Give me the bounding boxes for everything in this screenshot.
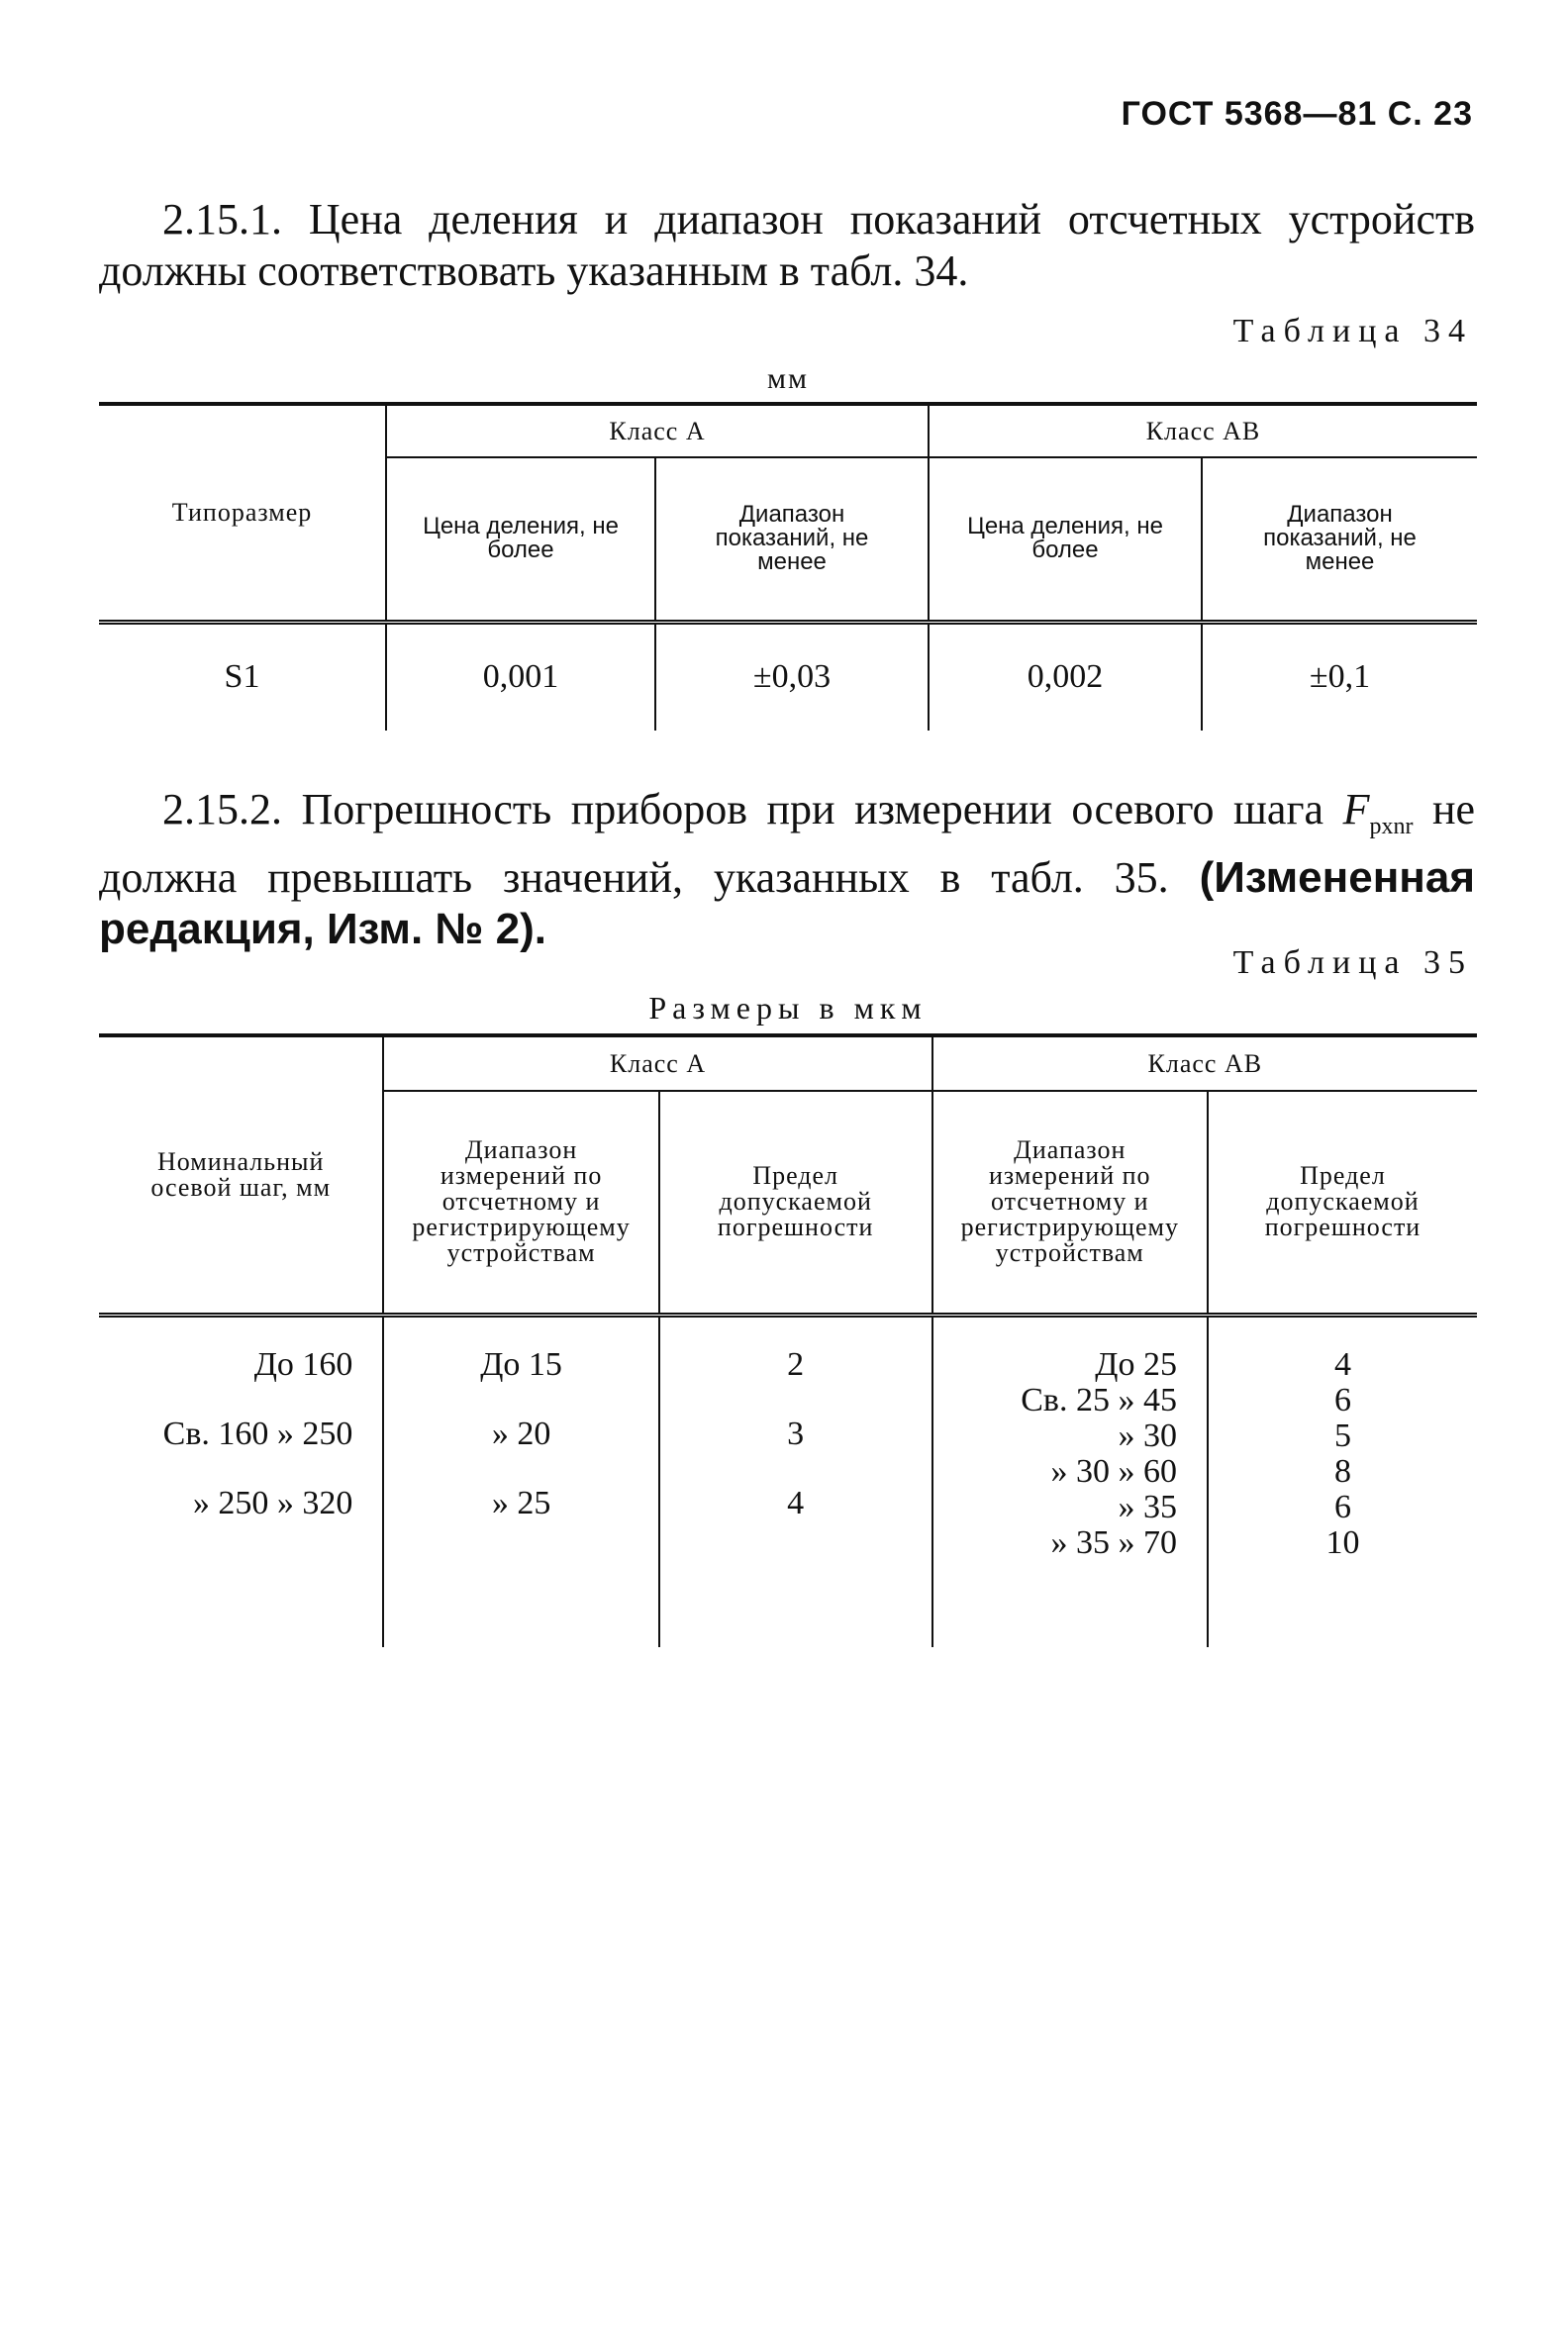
col-ab-div-price: Цена деления, не более (929, 457, 1202, 622)
ab-range-row-3: » 30 (1118, 1417, 1177, 1454)
cell-a-range: ±0,03 (655, 622, 929, 731)
col-ab-limit: Предел допускаемой погрешности (1208, 1091, 1477, 1315)
col-a-range: Диапазон измерений по отсчетному и регистрирующему устройствам (383, 1091, 658, 1315)
pitch-row-3: » 250 » 320 (192, 1484, 353, 1521)
col-typesize: Типоразмер (99, 404, 386, 622)
col-class-ab: Класс АВ (929, 404, 1477, 457)
cell-a-div: 0,001 (386, 622, 655, 731)
amendment-note: (Измененная редакция, Изм. № 2). (99, 852, 1475, 953)
ab-limit-row-1: 4 (1333, 1345, 1351, 1383)
ab-limit-row-2: 6 (1333, 1381, 1351, 1418)
col-class-a: Класс А (386, 404, 929, 457)
col-class-a: Класс А (383, 1035, 931, 1091)
table-row (99, 1315, 1477, 1647)
ab-limit-row-3: 5 (1333, 1417, 1351, 1454)
cell-ab-range (932, 1315, 1208, 1647)
table-row (99, 622, 1477, 731)
paragraph-text-b: не должна превышать значений, указанных в табл. 35. (99, 785, 1476, 902)
cell-a-limit (659, 1315, 932, 1647)
table-35-caption: Таблица 35 (1232, 944, 1473, 981)
pitch-row-1: До 160 (253, 1345, 353, 1383)
table-34 (99, 402, 1477, 731)
ab-range-row-1: До 25 (1095, 1345, 1177, 1383)
a-range-row-2: » 20 (491, 1415, 551, 1452)
col-pitch: Номинальный осевой шаг, мм (99, 1035, 383, 1315)
page-header: ГОСТ 5368—81 С. 23 (1121, 95, 1473, 133)
cell-ab-range: ±0,1 (1202, 622, 1477, 731)
ab-limit-row-4: 8 (1333, 1452, 1351, 1490)
col-ab-range: Диапазон измерений по отсчетному и регистрирующему устройствам (932, 1091, 1208, 1315)
ab-range-row-6: » 35 » 70 (1050, 1523, 1177, 1561)
col-ab-range: Диапазон показаний, не менее (1202, 457, 1477, 622)
ab-limit-row-6: 10 (1325, 1523, 1360, 1561)
pitch-row-2: Св. 160 » 250 (162, 1415, 353, 1452)
table-35 (99, 1033, 1477, 1647)
col-a-limit: Предел допускаемой погрешности (659, 1091, 932, 1315)
ab-range-row-5: » 35 (1118, 1488, 1177, 1525)
paragraph-number: 2.15.1. (162, 195, 282, 244)
cell-ab-limit (1208, 1315, 1477, 1647)
ab-range-row-4: » 30 » 60 (1050, 1452, 1177, 1490)
a-limit-row-2: 3 (787, 1415, 805, 1452)
a-limit-row-1: 2 (787, 1345, 805, 1383)
cell-typesize: S1 (224, 658, 260, 696)
paragraph-2-15-2 (99, 784, 1475, 955)
ab-limit-row-5: 6 (1333, 1488, 1351, 1525)
a-range-row-1: До 15 (480, 1345, 562, 1383)
cell-pitch (99, 1315, 383, 1647)
cell-a-range (383, 1315, 658, 1647)
cell-ab-div: 0,002 (929, 622, 1202, 731)
table-34-caption: Таблица 34 (1232, 313, 1473, 349)
symbol-f: F (1342, 785, 1370, 833)
table-35-units: Размеры в мкм (648, 990, 928, 1026)
paragraph-2-15-1 (99, 194, 1475, 297)
paragraph-text: Цена деления и диапазон показаний отсчетных устройств должны соответствовать указанным в табл. 34. (99, 195, 1476, 295)
a-range-row-3: » 25 (491, 1484, 551, 1521)
col-class-ab: Класс АВ (932, 1035, 1477, 1091)
col-a-div-price: Цена деления, не более (386, 457, 655, 622)
symbol-sub: pxnr (1369, 813, 1414, 839)
ab-range-row-2: Св. 25 » 45 (1021, 1381, 1177, 1418)
table-34-units: мм (767, 362, 809, 395)
paragraph-number: 2.15.2. (162, 785, 282, 833)
col-a-range: Диапазон показаний, не менее (655, 457, 929, 622)
paragraph-text-a: Погрешность приборов при измерении осевого шага (301, 785, 1324, 833)
a-limit-row-3: 4 (787, 1484, 805, 1521)
